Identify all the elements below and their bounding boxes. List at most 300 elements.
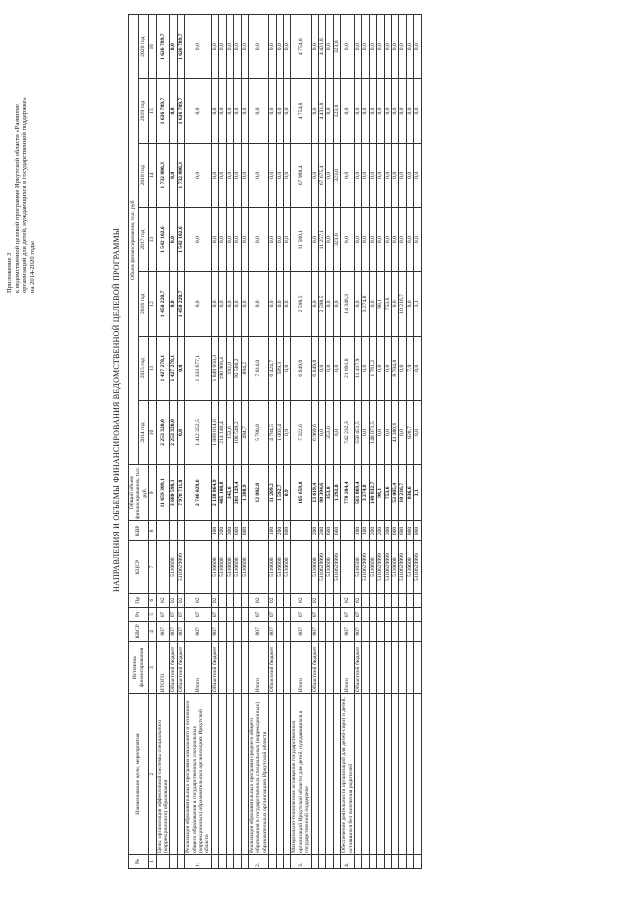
- table-row: [234, 15, 241, 869]
- row-number: [406, 854, 413, 868]
- row-rz: [362, 607, 369, 621]
- row-kvr: 800: [283, 521, 290, 541]
- row-total: 13 619,4: [311, 465, 318, 521]
- row-year-value: 0,0: [211, 207, 218, 271]
- row-total: 12 802,8: [248, 465, 268, 521]
- row-number: [333, 854, 340, 868]
- row-rz: [369, 607, 376, 621]
- row-year-value: 0,0: [185, 272, 212, 336]
- row-year-value: 4 431,8: [318, 79, 325, 143]
- row-year-value: 0,0: [377, 143, 384, 207]
- row-source: ИТОГО: [156, 641, 170, 693]
- row-pr: [326, 593, 333, 607]
- row-pr: 02: [156, 593, 170, 607]
- row-kcsr: 5110600: [241, 541, 248, 593]
- row-year-value: 0,0: [399, 79, 406, 143]
- col-index-cell: 11: [149, 336, 156, 400]
- row-source: [414, 641, 421, 693]
- row-total: 201 129,4: [234, 465, 241, 521]
- row-name: [406, 694, 413, 855]
- row-number: [283, 854, 290, 868]
- row-name: Реализация образовательных программ среднего общего образования в государственных специальных (коррекционных) образовательных организациях Иркутской области: [248, 694, 268, 855]
- row-year-value: 0,0: [269, 272, 276, 336]
- row-kvr: [185, 521, 212, 541]
- row-year-value: 1 761,2: [369, 336, 376, 400]
- row-year-value: 0,0: [170, 272, 177, 336]
- row-year-value: 0,0: [399, 400, 406, 464]
- row-year-value: 190 960,4: [219, 336, 226, 400]
- row-kvr: 100: [269, 521, 276, 541]
- row-year-value: 0,0: [211, 272, 218, 336]
- row-year-value: 0,0: [311, 143, 318, 207]
- row-kcsr: 5110600: [326, 541, 333, 593]
- row-year-value: 0,0: [241, 143, 248, 207]
- row-number: 4.: [341, 854, 355, 868]
- row-year-value: 0,0: [414, 400, 421, 464]
- row-year-value: 4 784,5: [269, 400, 276, 464]
- row-kcsr: 5110600: [406, 541, 413, 593]
- row-year-value: 0,0: [362, 336, 369, 400]
- row-kcsr: 5110629999: [333, 541, 340, 593]
- row-year-value: 323,0: [333, 15, 340, 79]
- row-year-value: 0,0: [283, 79, 290, 143]
- row-year-value: 0,0: [211, 15, 218, 79]
- row-year-value: 753,6: [384, 272, 391, 336]
- row-rz: [283, 607, 290, 621]
- row-grbs: 807: [177, 621, 184, 641]
- row-year-value: 7,9: [406, 336, 413, 400]
- row-number: [269, 854, 276, 868]
- row-year-value: 1 732 800,3: [156, 143, 170, 207]
- row-total: 98,1: [377, 465, 384, 521]
- row-pr: [333, 593, 340, 607]
- row-year-value: 0,0: [326, 15, 333, 79]
- funding-table: [128, 14, 422, 869]
- row-year-value: 98,1: [377, 272, 384, 336]
- row-kvr: 200: [219, 521, 226, 541]
- col-index-cell: 8: [149, 521, 156, 541]
- header-line: организаций для детей, нуждающихся в государственной поддержке»: [21, 97, 29, 293]
- row-year-value: 10 216,7: [399, 272, 406, 336]
- row-rz: 07: [170, 607, 177, 621]
- row-source: [276, 641, 283, 693]
- row-year-value: 0,0: [333, 400, 340, 464]
- row-number: [241, 854, 248, 868]
- row-year-value: 1 003,4: [276, 400, 283, 464]
- row-grbs: [369, 621, 376, 641]
- row-name: [269, 694, 276, 855]
- table-body: [156, 15, 421, 869]
- row-pr: [226, 593, 233, 607]
- header-line: на 2014-2020 годы: [29, 241, 37, 293]
- row-year-value: 0,0: [384, 207, 391, 271]
- row-source: Областной бюджет: [311, 641, 318, 693]
- row-kcsr: 5110629999: [414, 541, 421, 593]
- header-line: Приложение 3: [6, 252, 13, 293]
- row-year-value: 0,0: [377, 15, 384, 79]
- row-kcsr: 5110629999: [318, 541, 325, 593]
- row-year-value: 0,0: [211, 79, 218, 143]
- row-year-value: 0,0: [384, 336, 391, 400]
- row-year-value: 0,0: [355, 207, 362, 271]
- row-source: [219, 641, 226, 693]
- col-index-cell: 9: [149, 465, 156, 521]
- row-number: 3.: [291, 854, 311, 868]
- row-source: [392, 641, 399, 693]
- row-number: 1.: [185, 854, 212, 868]
- row-name: [318, 694, 325, 855]
- row-year-value: 11 257,1: [318, 207, 325, 271]
- row-year-value: 0,0: [414, 336, 421, 400]
- row-name: [355, 694, 362, 855]
- row-year-value: 0,0: [355, 79, 362, 143]
- row-year-value: 894,2: [241, 336, 248, 400]
- row-year-value: 0,0: [333, 336, 340, 400]
- row-year-value: 0,0: [226, 79, 233, 143]
- row-year-value: 0,0: [269, 15, 276, 79]
- table-row: [248, 15, 268, 869]
- row-year-value: 0,0: [226, 143, 233, 207]
- row-total: 405 100,8: [219, 465, 226, 521]
- row-year-value: 0,0: [341, 207, 355, 271]
- row-kvr: 100: [355, 521, 362, 541]
- row-source: [384, 641, 391, 693]
- row-name: [333, 694, 340, 855]
- row-year-value: 0,0: [392, 79, 399, 143]
- col-index-cell: 13: [149, 207, 156, 271]
- row-kcsr: 5110600: [211, 541, 218, 593]
- appendix-header: [6, 13, 37, 293]
- row-pr: 02: [341, 593, 355, 607]
- row-rz: 07: [211, 607, 218, 621]
- row-year-value: 0,0: [377, 79, 384, 143]
- row-source: Областной бюджет: [170, 641, 177, 693]
- row-year-value: 2 598,5: [291, 272, 311, 336]
- row-pr: [406, 593, 413, 607]
- row-year-value: 0,0: [248, 79, 268, 143]
- row-source: [333, 641, 340, 693]
- row-year-value: 0,0: [406, 143, 413, 207]
- row-total: 1 592,7: [276, 465, 283, 521]
- row-year-value: 0,0: [414, 207, 421, 271]
- row-year-value: 0,0: [369, 15, 376, 79]
- row-year-value: 5 788,8: [248, 400, 268, 464]
- row-kvr: 200: [311, 521, 318, 541]
- row-total: 149 832,7: [369, 465, 376, 521]
- row-pr: [384, 593, 391, 607]
- row-year-value: 1 427 278,1: [170, 336, 177, 400]
- row-rz: 07: [291, 607, 311, 621]
- row-year-value: 0,0: [177, 400, 184, 464]
- row-kcsr: 5110600: [269, 541, 276, 593]
- row-year-value: 0,0: [311, 207, 318, 271]
- row-year-value: 8 704,8: [392, 336, 399, 400]
- row-year-value: 1 626 789,7: [156, 15, 170, 79]
- row-year-value: 0,0: [341, 79, 355, 143]
- row-source: Итого: [185, 641, 212, 693]
- col-index-cell: 2: [149, 694, 156, 855]
- row-name: [384, 694, 391, 855]
- row-kvr: 300: [226, 521, 233, 541]
- row-source: [377, 641, 384, 693]
- row-source: [369, 641, 376, 693]
- table-row: [384, 15, 391, 869]
- row-rz: 07: [156, 607, 170, 621]
- row-year-value: 0,0: [318, 336, 325, 400]
- table-row: [185, 15, 212, 869]
- row-year-value: 0,0: [283, 207, 290, 271]
- row-name: [241, 694, 248, 855]
- row-year-value: 0,9: [283, 400, 290, 464]
- row-source: [399, 641, 406, 693]
- table-row: [318, 15, 325, 869]
- row-grbs: [406, 621, 413, 641]
- table-row: [226, 15, 233, 869]
- row-year-value: 0,0: [369, 272, 376, 336]
- row-year-value: 0,0: [276, 272, 283, 336]
- row-rz: [384, 607, 391, 621]
- row-year-value: 0,0: [226, 207, 233, 271]
- row-year-value: 0,0: [392, 272, 399, 336]
- row-rz: [276, 607, 283, 621]
- row-kcsr: 5110600: [234, 541, 241, 593]
- row-year-value: 1 450 228,7: [177, 272, 184, 336]
- table-row: [399, 15, 406, 869]
- row-year-value: 0,0: [276, 15, 283, 79]
- table-row: [241, 15, 248, 869]
- row-total: 345,6: [226, 465, 233, 521]
- row-grbs: [318, 621, 325, 641]
- row-kvr: [291, 521, 311, 541]
- row-year-value: 148 071,5: [369, 400, 376, 464]
- row-year-value: 0,0: [311, 272, 318, 336]
- row-year-value: 1 732 800,3: [177, 143, 184, 207]
- row-year-value: 0,0: [414, 15, 421, 79]
- row-pr: [318, 593, 325, 607]
- row-kvr: [177, 521, 184, 541]
- row-year-value: 0,0: [276, 143, 283, 207]
- row-rz: [399, 607, 406, 621]
- col-num-header: №: [129, 854, 149, 868]
- row-number: [414, 854, 421, 868]
- row-kcsr: 5110600: [219, 541, 226, 593]
- row-year-value: 0,0: [177, 336, 184, 400]
- row-pr: 02: [355, 593, 362, 607]
- row-rz: [318, 607, 325, 621]
- row-name: Материально-техническое оснащение государственных организаций Иркутской области для детей, нуждающихся в государственной поддержке: [291, 694, 311, 855]
- row-total: 90 394,6: [318, 465, 325, 521]
- row-year-value: 0,0: [185, 207, 212, 271]
- row-kcsr: 5110629999: [362, 541, 369, 593]
- row-total: 2 746 029,6: [185, 465, 212, 521]
- row-pr: [234, 593, 241, 607]
- row-pr: [276, 593, 283, 607]
- col-total-header: Общий объем финансирования, тыс. руб.: [129, 466, 148, 520]
- row-total: 1 292,0: [333, 465, 340, 521]
- row-pr: [399, 593, 406, 607]
- row-source: [318, 641, 325, 693]
- col-kcsr-header: КЦСР: [129, 541, 149, 593]
- row-year-value: 0,0: [234, 207, 241, 271]
- row-pr: 02: [291, 593, 311, 607]
- row-year-value: 67 998,4: [291, 143, 311, 207]
- row-grbs: [219, 621, 226, 641]
- row-kvr: 300: [384, 521, 391, 541]
- row-grbs: [234, 621, 241, 641]
- row-grbs: [362, 621, 369, 641]
- row-source: [326, 641, 333, 693]
- row-name: [219, 694, 226, 855]
- row-pr: 02: [269, 593, 276, 607]
- row-year-value: 0,0: [384, 15, 391, 79]
- col-year-header: 2018 год: [139, 143, 149, 207]
- row-year-value: 0,0: [219, 79, 226, 143]
- row-year-value: 0,0: [283, 336, 290, 400]
- row-kvr: [248, 521, 268, 541]
- row-source: Областной бюджет: [269, 641, 276, 693]
- row-grbs: 807: [269, 621, 276, 641]
- row-year-value: 0,0: [362, 207, 369, 271]
- table-row: [326, 15, 333, 869]
- row-grbs: [414, 621, 421, 641]
- row-year-value: 11 580,1: [291, 207, 311, 271]
- row-year-value: 4 754,8: [291, 79, 311, 143]
- row-year-value: 0,0: [384, 400, 391, 464]
- row-number: [377, 854, 384, 868]
- row-number: [362, 854, 369, 868]
- row-year-value: 0,0: [170, 207, 177, 271]
- row-pr: 02: [248, 593, 268, 607]
- row-kcsr: 5110629999: [377, 541, 384, 593]
- row-year-value: 323,0: [333, 207, 340, 271]
- row-year-value: 0,0: [248, 272, 268, 336]
- row-year-value: 0,0: [399, 143, 406, 207]
- row-total: 3 680 598,1: [170, 465, 177, 521]
- row-grbs: [283, 621, 290, 641]
- row-year-value: 0,0: [369, 79, 376, 143]
- row-kvr: 600: [234, 521, 241, 541]
- row-total: 753,6: [384, 465, 391, 521]
- row-year-value: 0,0: [326, 336, 333, 400]
- header-line: к ведомственной целевой программе Иркутской области «Развитие: [13, 104, 21, 293]
- row-name: Обеспечение деятельности организаций для детей-сирот и детей, оставшихся без попечения родителей: [341, 694, 355, 855]
- row-year-value: 0,0: [333, 272, 340, 336]
- table-row: [276, 15, 283, 869]
- row-rz: [414, 607, 421, 621]
- row-rz: 07: [177, 607, 184, 621]
- row-year-value: 0,0: [219, 143, 226, 207]
- row-name: [414, 694, 421, 855]
- row-year-value: 108 549,2: [234, 400, 241, 464]
- row-rz: 07: [355, 607, 362, 621]
- row-number: [399, 854, 406, 868]
- col-kvr-header: КВР: [129, 521, 149, 541]
- row-year-value: 0,0: [377, 400, 384, 464]
- row-source: Итого: [291, 641, 311, 693]
- row-number: [392, 854, 399, 868]
- row-year-value: 6 424,7: [269, 336, 276, 400]
- table-row: [211, 15, 218, 869]
- row-kvr: 100: [211, 521, 218, 541]
- row-year-value: 0,0: [326, 207, 333, 271]
- row-source: [234, 641, 241, 693]
- row-grbs: 807: [156, 621, 170, 641]
- row-year-value: 0,0: [241, 79, 248, 143]
- row-number: [318, 854, 325, 868]
- row-source: [362, 641, 369, 693]
- row-rz: [326, 607, 333, 621]
- row-source: [283, 641, 290, 693]
- row-year-value: 7 014,0: [248, 336, 268, 400]
- row-kvr: 800: [414, 521, 421, 541]
- row-kvr: [156, 521, 170, 541]
- row-rz: [234, 607, 241, 621]
- row-name: [283, 694, 290, 855]
- row-kvr: 600: [333, 521, 340, 541]
- row-year-value: 0,0: [355, 272, 362, 336]
- row-kcsr: [291, 541, 311, 593]
- row-source: Областной бюджет: [211, 641, 218, 693]
- table-row: [406, 15, 413, 869]
- row-grbs: 807: [248, 621, 268, 641]
- row-name: [234, 694, 241, 855]
- row-year-value: 1 626 789,7: [177, 79, 184, 143]
- row-kcsr: 5110629999: [384, 541, 391, 593]
- row-year-value: 3 274,8: [362, 272, 369, 336]
- row-kcsr: [185, 541, 212, 593]
- row-year-value: 67 675,4: [318, 143, 325, 207]
- row-name: [399, 694, 406, 855]
- row-grbs: [326, 621, 333, 641]
- row-year-value: 1 626 789,7: [156, 79, 170, 143]
- row-year-value: 0,0: [406, 207, 413, 271]
- row-kcsr: 5110629999: [399, 541, 406, 593]
- row-year-value: 0,0: [377, 336, 384, 400]
- row-year-value: 0,0: [326, 272, 333, 336]
- row-year-value: 0,0: [226, 15, 233, 79]
- row-number: [276, 854, 283, 868]
- table-row: [414, 15, 421, 869]
- row-year-value: 0,0: [219, 15, 226, 79]
- row-year-value: 43 380,6: [392, 400, 399, 464]
- row-year-value: 0,0: [234, 15, 241, 79]
- row-rz: 07: [185, 607, 212, 621]
- row-pr: [283, 593, 290, 607]
- row-year-value: 0,0: [211, 143, 218, 207]
- row-name: [392, 694, 399, 855]
- table-row: [369, 15, 376, 869]
- col-index-cell: 6: [149, 593, 156, 607]
- row-kcsr: 5110600: [226, 541, 233, 593]
- row-kcsr: 5110500: [355, 541, 362, 593]
- row-year-value: 0,0: [362, 143, 369, 207]
- row-source: [406, 641, 413, 693]
- col-year-header: 2019 год: [139, 79, 149, 143]
- row-year-value: 0,0: [234, 272, 241, 336]
- row-source: Итого: [341, 641, 355, 693]
- row-year-value: 0,0: [355, 143, 362, 207]
- row-number: [226, 854, 233, 868]
- row-year-value: 0,0: [406, 15, 413, 79]
- table-row: [392, 15, 399, 869]
- row-year-value: 0,0: [355, 15, 362, 79]
- row-total: 1 388,9: [241, 465, 248, 521]
- row-number: [234, 854, 241, 868]
- row-pr: [377, 593, 384, 607]
- row-source: Областной бюджет: [355, 641, 362, 693]
- row-name: [362, 694, 369, 855]
- row-year-value: 323,0: [333, 143, 340, 207]
